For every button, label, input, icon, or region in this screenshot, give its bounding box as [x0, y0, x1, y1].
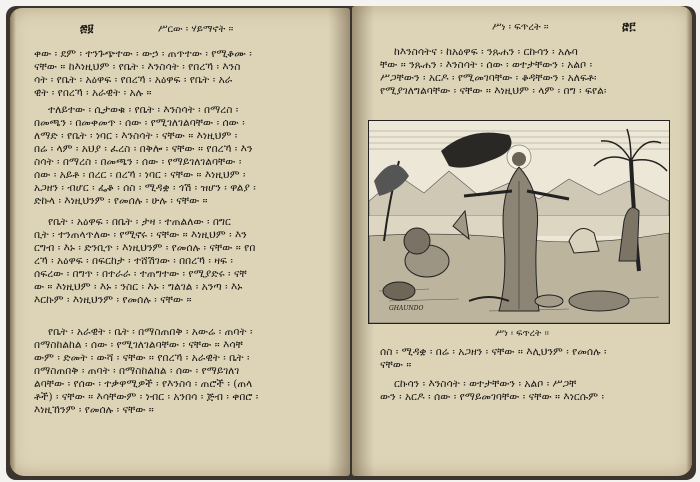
text-line: ስሳት ፡ በማረስ ፡ በመጫን ፡ ሰው ፡ የማይገለገልባቸው ፡: [34, 156, 242, 168]
text-line: ድኩላ ፡ እነዚህንም ፡ የመሰሉ ፡ ሁሉ ፡ ናቸው ።: [34, 195, 208, 207]
text-line: ሰስ ፡ ሚዳቋ ፡ በሬ ፡ አጋዘን ፡ ናቸው ። እሊህንም ፡ የመሰሉ ፡: [380, 346, 607, 358]
text-line: ረኻ ፡ አዕዋፍ ፡ በፍርከታ ፡ ተሸሽገው ፡ በበረኻ ፡ ዛፍ ፡: [34, 255, 233, 267]
text-line: ውም ፡ ድመት ፡ ውሻ ፡ ናቸው ። የበረኻ ፡ አራዊት ፡ ቤት ፡: [34, 352, 250, 364]
text-line: ተለይተው ፡ ሲታወቁ ፡ የቤት ፡ እንስሳት ፡ በማረስ ፡: [48, 104, 239, 116]
text-line: ናቸው ።: [380, 359, 412, 371]
right-page-number: ፸፫: [622, 20, 636, 33]
left-page: [10, 8, 350, 476]
text-line: አጋዘን ፡ ብሆር ፡ ፌቆ ፡ ሰስ ፡ ሚዳቋ ፡ ጎሽ ፡ ዝሆን ፡ ዋልያ ፡: [34, 182, 256, 194]
text-line: ቢት ፡ ተንጠላጥለው ፡ የሚኖሩ ፡ ናቸው ። እነዚህም ፡ እን: [34, 229, 247, 241]
text-line: ልባቸው ፡ የሰው ፡ ተቃዋሚዎች ፡ የእንስሳ ፡ ጠሮች ፡ (ጠላ: [34, 378, 253, 390]
text-line: ሳት ፡ የቤት ፡ አዕዋፍ ፡ የበረኻ ፡ አዕዋፍ ፡ የቤት ፡ አራ: [34, 74, 233, 86]
text-line: በማስጠበቅ ፡ ጠባት ፡ በማስከልከል ፡ ሰው ፡ የማይገለገ: [34, 365, 240, 377]
right-paragraph-bottom-1: [380, 346, 607, 372]
text-line: ቸው ። ንጹሐን ፡ እንስሳት ፡ ሰው ፡ ወተታቸውን ፡ አልቦ ፡: [380, 59, 593, 71]
left-paragraph-2: [34, 104, 256, 208]
right-paragraph-bottom-2: [380, 378, 604, 404]
text-line: በመጫን ፡ በመቀመጥ ፡ ሰው ፡ የሚገለገልባቸው ፡ ሰው ፡: [34, 117, 245, 129]
engraving-drawing: [369, 121, 669, 323]
text-line: የቤት ፡ አዕዋፍ ፡ በቤት ፡ ታዛ ፡ ተጠልለው ፡ በግር: [48, 216, 231, 228]
right-running-head: ሥነ ፡ ፍጥረት ።: [492, 22, 549, 33]
text-line: ዊት ፡ የበረኻ ፡ አራዊት ፡ አሉ ።: [34, 87, 152, 99]
left-paragraph-1: [34, 48, 252, 100]
artist-signature: GHAUNDO: [389, 305, 424, 312]
text-line: ቶች) ፡ ናቸው ። እሳቸውም ፡ ነብር ፡ አንበሳ ፡ ጅብ ፡ ቀበሮ ፡: [34, 391, 259, 403]
left-paragraph-3: [34, 216, 255, 307]
text-line: ናቸው ። ከእነዚህም ፡ የቤት ፡ እንስሳት ፡ የበረኻ ፡ እንስ: [34, 61, 241, 73]
left-page-number: ፷፱: [80, 22, 94, 35]
text-line: በሬ ፡ ላም ፡ አህያ ፡ ፈረስ ፡ በቅሎ ፡ ናቸው ። የበረኻ ፡ እን: [34, 143, 253, 155]
right-paragraph-top: [380, 46, 606, 98]
page-edge: [686, 6, 692, 476]
text-line: የሚያገለግልባቸው ፡ ናቸው ። እነዚህም ፡ ላም ፡ በግ ፡ ፍየል፡: [380, 85, 607, 97]
page-edge: [10, 8, 16, 476]
text-line: ው ። እነዚህም ፡ እኑ ፡ ንስር ፡ እኑ ፡ ግልገል ፡ አንጣ ፡ እኑ: [34, 281, 243, 293]
text-line: ሰው ፡ አይቶ ፡ በረር ፡ በረኻ ፡ ነባር ፡ ናቸው ። እነዚህም ፡: [34, 169, 246, 181]
creation-illustration: [368, 120, 670, 324]
text-line: ሥጋቸውን ፡ አርዶ ፡ የሚመገባቸው ፡ ቆዳቸውን ፡ አለፍቶ፡: [380, 72, 597, 84]
text-line: ቀው ፡ ደም ፡ ተንጉጭተው ፡ ውኃ ፡ ጠጥተው ፡ የሚቆሙ ፡: [34, 48, 252, 60]
text-line: ውን ፡ አርዶ ፡ ሰው ፡ የማይመገባቸው ፡ ናቸው ። እነርሱም ፡: [380, 391, 605, 403]
text-line: በማስከልከል ፡ ሰው ፡ የሚገለገልባቸው ፡ ናቸው ። እሳቸ: [34, 339, 243, 351]
text-line: የቤት ፡ አራዊት ፡ ቤት ፡ በማስጠበቅ ፡ አውሬ ፡ ጠባት ፡: [48, 326, 253, 338]
text-line: ርግብ ፡ እኑ ፡ ድንቢጥ ፡ እነዚህንም ፡ የመሰሉ ፡ ናቸው ። የበ: [34, 242, 256, 254]
left-running-head: ሥርው ፡ ሃይማኖት ።: [158, 24, 234, 35]
text-line: ሰፍረው ፡ በግጥ ፡ በተራራ ፡ ተጠግተው ፡ የሚያድሩ ፡ ናቸ: [34, 268, 247, 280]
figure-caption: ሥነ ፡ ፍጥረት ።: [495, 328, 549, 339]
text-line: ለማድ ፡ የቤት ፡ ነባር ፡ እንስሳት ፡ ናቸው ። እነዚህም ፡: [34, 130, 238, 142]
text-line: እነዚኸንም ፡ የመሰሉ ፡ ናቸው ።: [34, 404, 154, 416]
text-line: ከእንስሳትና ፡ ከአዕዋፍ ፡ ንጹሐን ፡ ርኩሳን ፡ አሉባ: [394, 46, 578, 58]
text-line: እርኩም ፡ እነዚህንም ፡ የመሰሉ ፡ ናቸው ።: [34, 294, 192, 306]
right-page: [352, 6, 692, 476]
left-paragraph-4: [34, 326, 258, 417]
gutter-shade: [328, 8, 350, 476]
text-line: ርኩሳን ፡ እንስሳት ፡ ወተታቸውን ፡ አልቦ ፡ ሥጋቸ: [394, 378, 577, 390]
